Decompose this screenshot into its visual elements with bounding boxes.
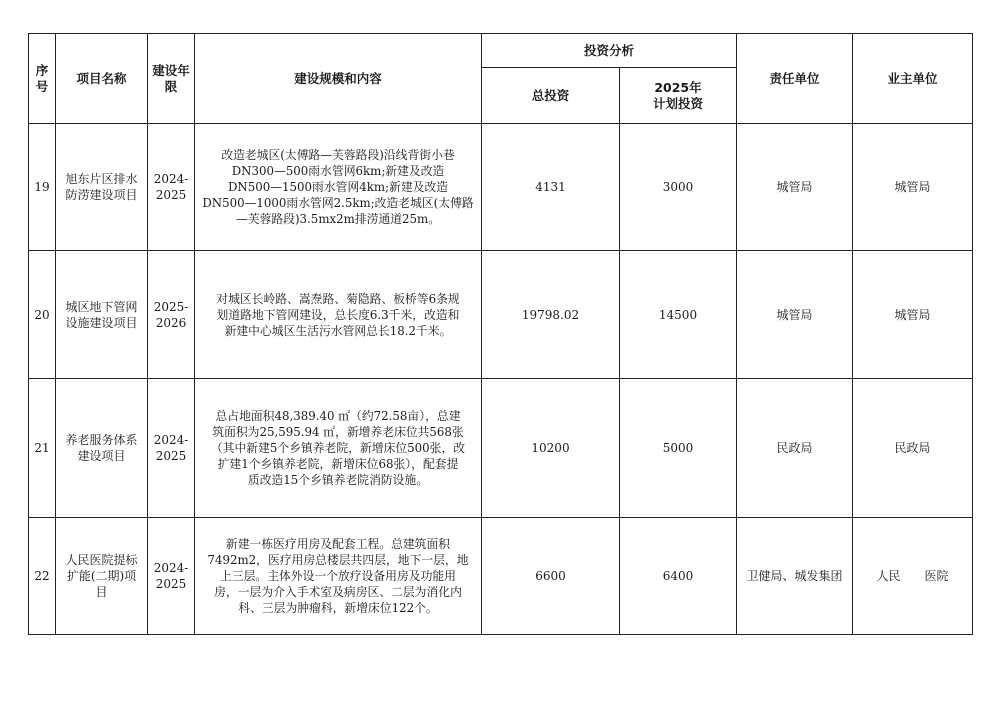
row-responsible-unit: 卫健局、城发集团 bbox=[737, 518, 853, 635]
header-responsible-unit: 责任单位 bbox=[737, 34, 853, 124]
table-row bbox=[29, 124, 973, 251]
header-planned-investment: 2025年 计划投资 bbox=[620, 68, 737, 124]
row-seq: 22 bbox=[29, 518, 56, 635]
row-project-name: 城区地下管网 设施建设项目 bbox=[56, 251, 148, 379]
row-project-name: 人民医院提标 扩能(二期)项 目 bbox=[56, 518, 148, 635]
table-row bbox=[29, 518, 973, 635]
row-years: 2024- 2025 bbox=[148, 379, 195, 518]
header-seq: 序 号 bbox=[29, 34, 56, 124]
row-owner-unit: 人民 医院 bbox=[853, 518, 973, 635]
row-planned-investment: 14500 bbox=[620, 251, 737, 379]
row-responsible-unit: 民政局 bbox=[737, 379, 853, 518]
row-total-investment: 4131 bbox=[482, 124, 620, 251]
row-scope: 对城区长岭路、嵩焘路、菊隐路、板桥等6条规 划道路地下管网建设，总长度6.3千米，改造和 新建中心城区生活污水管网总长18.2千米。 bbox=[195, 251, 482, 379]
header-investment-analysis: 投资分析 bbox=[482, 34, 737, 68]
row-total-investment: 19798.02 bbox=[482, 251, 620, 379]
header-owner-unit: 业主单位 bbox=[853, 34, 973, 124]
row-total-investment: 6600 bbox=[482, 518, 620, 635]
row-scope: 总占地面积48,389.40 ㎡（约72.58亩），总建 筑面积为25,595.94 ㎡，新增养老床位共568张 （其中新建5个乡镇养老院，新增床位500张，改 扩建1个乡镇养老院，新增床位68张），配套提 质改造15个乡镇养老院消防设施。 bbox=[195, 379, 482, 518]
table-row bbox=[29, 251, 973, 379]
table-row bbox=[29, 379, 973, 518]
header-project-name: 项目名称 bbox=[56, 34, 148, 124]
row-seq: 21 bbox=[29, 379, 56, 518]
header-total-investment: 总投资 bbox=[482, 68, 620, 124]
row-project-name: 旭东片区排水 防涝建设项目 bbox=[56, 124, 148, 251]
row-responsible-unit: 城管局 bbox=[737, 251, 853, 379]
row-planned-investment: 6400 bbox=[620, 518, 737, 635]
row-scope: 改造老城区(太傅路—芙蓉路段)沿线背街小巷 DN300—500雨水管网6km;新建及改造 DN500—1500雨水管网4km;新建及改造 DN500—1000雨水管网2.5km;改造老城区(太傅路 —芙蓉路段)3.5mx2m排涝通道25m。 bbox=[195, 124, 482, 251]
row-years: 2024- 2025 bbox=[148, 518, 195, 635]
header-scope: 建设规模和内容 bbox=[195, 34, 482, 124]
project-table bbox=[28, 33, 973, 635]
row-owner-unit: 城管局 bbox=[853, 251, 973, 379]
row-planned-investment: 5000 bbox=[620, 379, 737, 518]
header-years: 建设年 限 bbox=[148, 34, 195, 124]
row-planned-investment: 3000 bbox=[620, 124, 737, 251]
row-total-investment: 10200 bbox=[482, 379, 620, 518]
row-scope: 新建一栋医疗用房及配套工程。总建筑面积 7492m2，医疗用房总楼层共四层，地下一层，地 上三层。主体外设一个放疗设备用房及功能用 房，一层为介入手术室及病房区、二层为消化内 科、三层为肿瘤科，新增床位122个。 bbox=[195, 518, 482, 635]
row-years: 2024- 2025 bbox=[148, 124, 195, 251]
row-owner-unit: 城管局 bbox=[853, 124, 973, 251]
row-project-name: 养老服务体系 建设项目 bbox=[56, 379, 148, 518]
row-responsible-unit: 城管局 bbox=[737, 124, 853, 251]
row-owner-unit: 民政局 bbox=[853, 379, 973, 518]
row-seq: 20 bbox=[29, 251, 56, 379]
row-seq: 19 bbox=[29, 124, 56, 251]
row-years: 2025- 2026 bbox=[148, 251, 195, 379]
